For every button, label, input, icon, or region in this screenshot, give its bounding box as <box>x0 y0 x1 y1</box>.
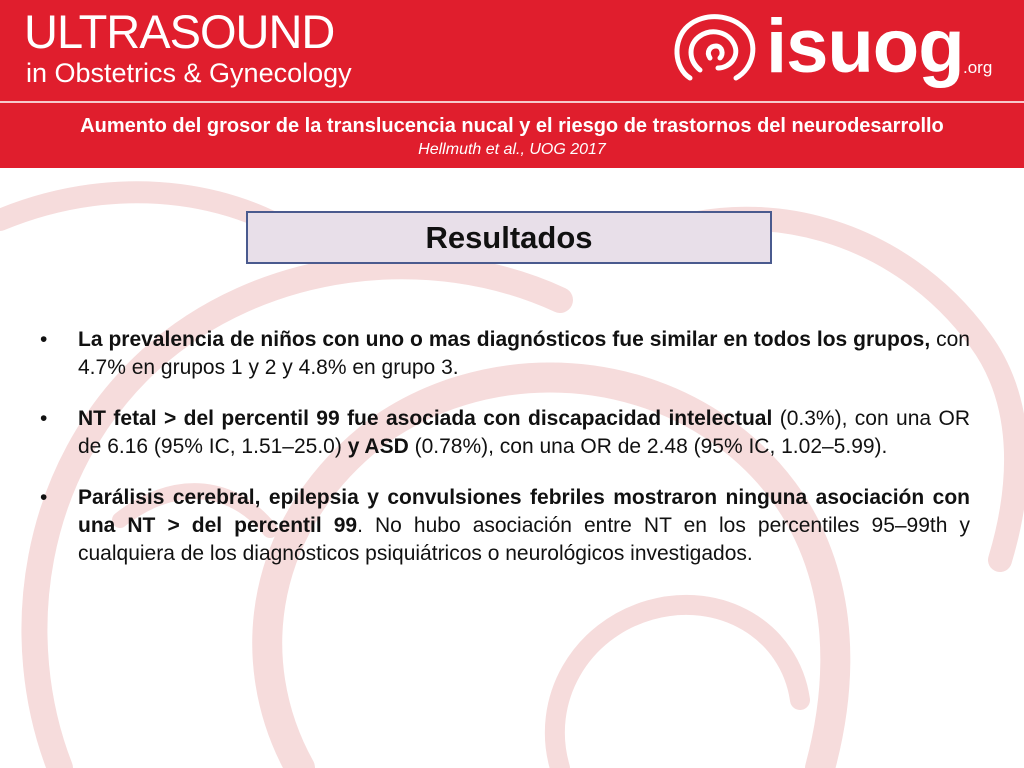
journal-subtitle: in Obstetrics & Gynecology <box>26 58 352 88</box>
bullet-item <box>40 484 970 568</box>
bullet-bold-text: La prevalencia de niños con uno o mas diagnósticos fue similar en todos los grupos, <box>78 328 931 351</box>
isuog-logo-icon <box>670 10 758 88</box>
bullet-icon: • <box>40 328 48 351</box>
study-title: Aumento del grosor de la translucencia nucal y el riesgo de trastornos del neurodesarrollo <box>80 115 944 137</box>
bullet-bold-text: Parálisis cerebral, epilepsia y convulsiones febriles mostraron ninguna asociación con una NT > del percentil 99 <box>78 486 970 537</box>
bullet-regular-text: (0.3%), con una OR de 6.16 (95% IC, 1.51–25.0) <box>78 407 970 458</box>
bullet-regular-text: . No hubo asociación entre NT en los percentiles 95–99th y cualquiera de los diagnósticos psiquiátricos o neurológicos investigados. <box>78 514 970 565</box>
section-title-box <box>246 211 772 264</box>
header-divider <box>0 101 1024 103</box>
isuog-logo-wordmark: isuog <box>766 4 964 89</box>
journal-title: ULTRASOUND <box>24 5 335 58</box>
bullet-icon: • <box>40 407 48 430</box>
bullet-item <box>40 326 970 382</box>
bullet-bold-text: NT fetal > del percentil 99 fue asociada con discapacidad intelectual <box>78 407 773 430</box>
bullet-text <box>78 326 970 382</box>
study-citation: Hellmuth et al., UOG 2017 <box>418 141 606 158</box>
bullet-text <box>78 405 970 461</box>
results-bullet-list <box>40 326 970 591</box>
section-title: Resultados <box>425 219 593 255</box>
isuog-logo-suffix: .org <box>963 58 993 77</box>
bullet-regular-text: con 4.7% en grupos 1 y 2 y 4.8% en grupo 3. <box>78 328 970 379</box>
journal-masthead <box>0 0 1024 100</box>
bullet-regular-text: (0.78%), con una OR de 2.48 (95% IC, 1.02–5.99). <box>408 435 888 458</box>
header-banner <box>0 0 1024 168</box>
bullet-bold-text: y ASD <box>347 435 409 458</box>
bullet-text <box>78 484 970 568</box>
bullet-item <box>40 405 970 461</box>
bullet-icon: • <box>40 486 48 509</box>
